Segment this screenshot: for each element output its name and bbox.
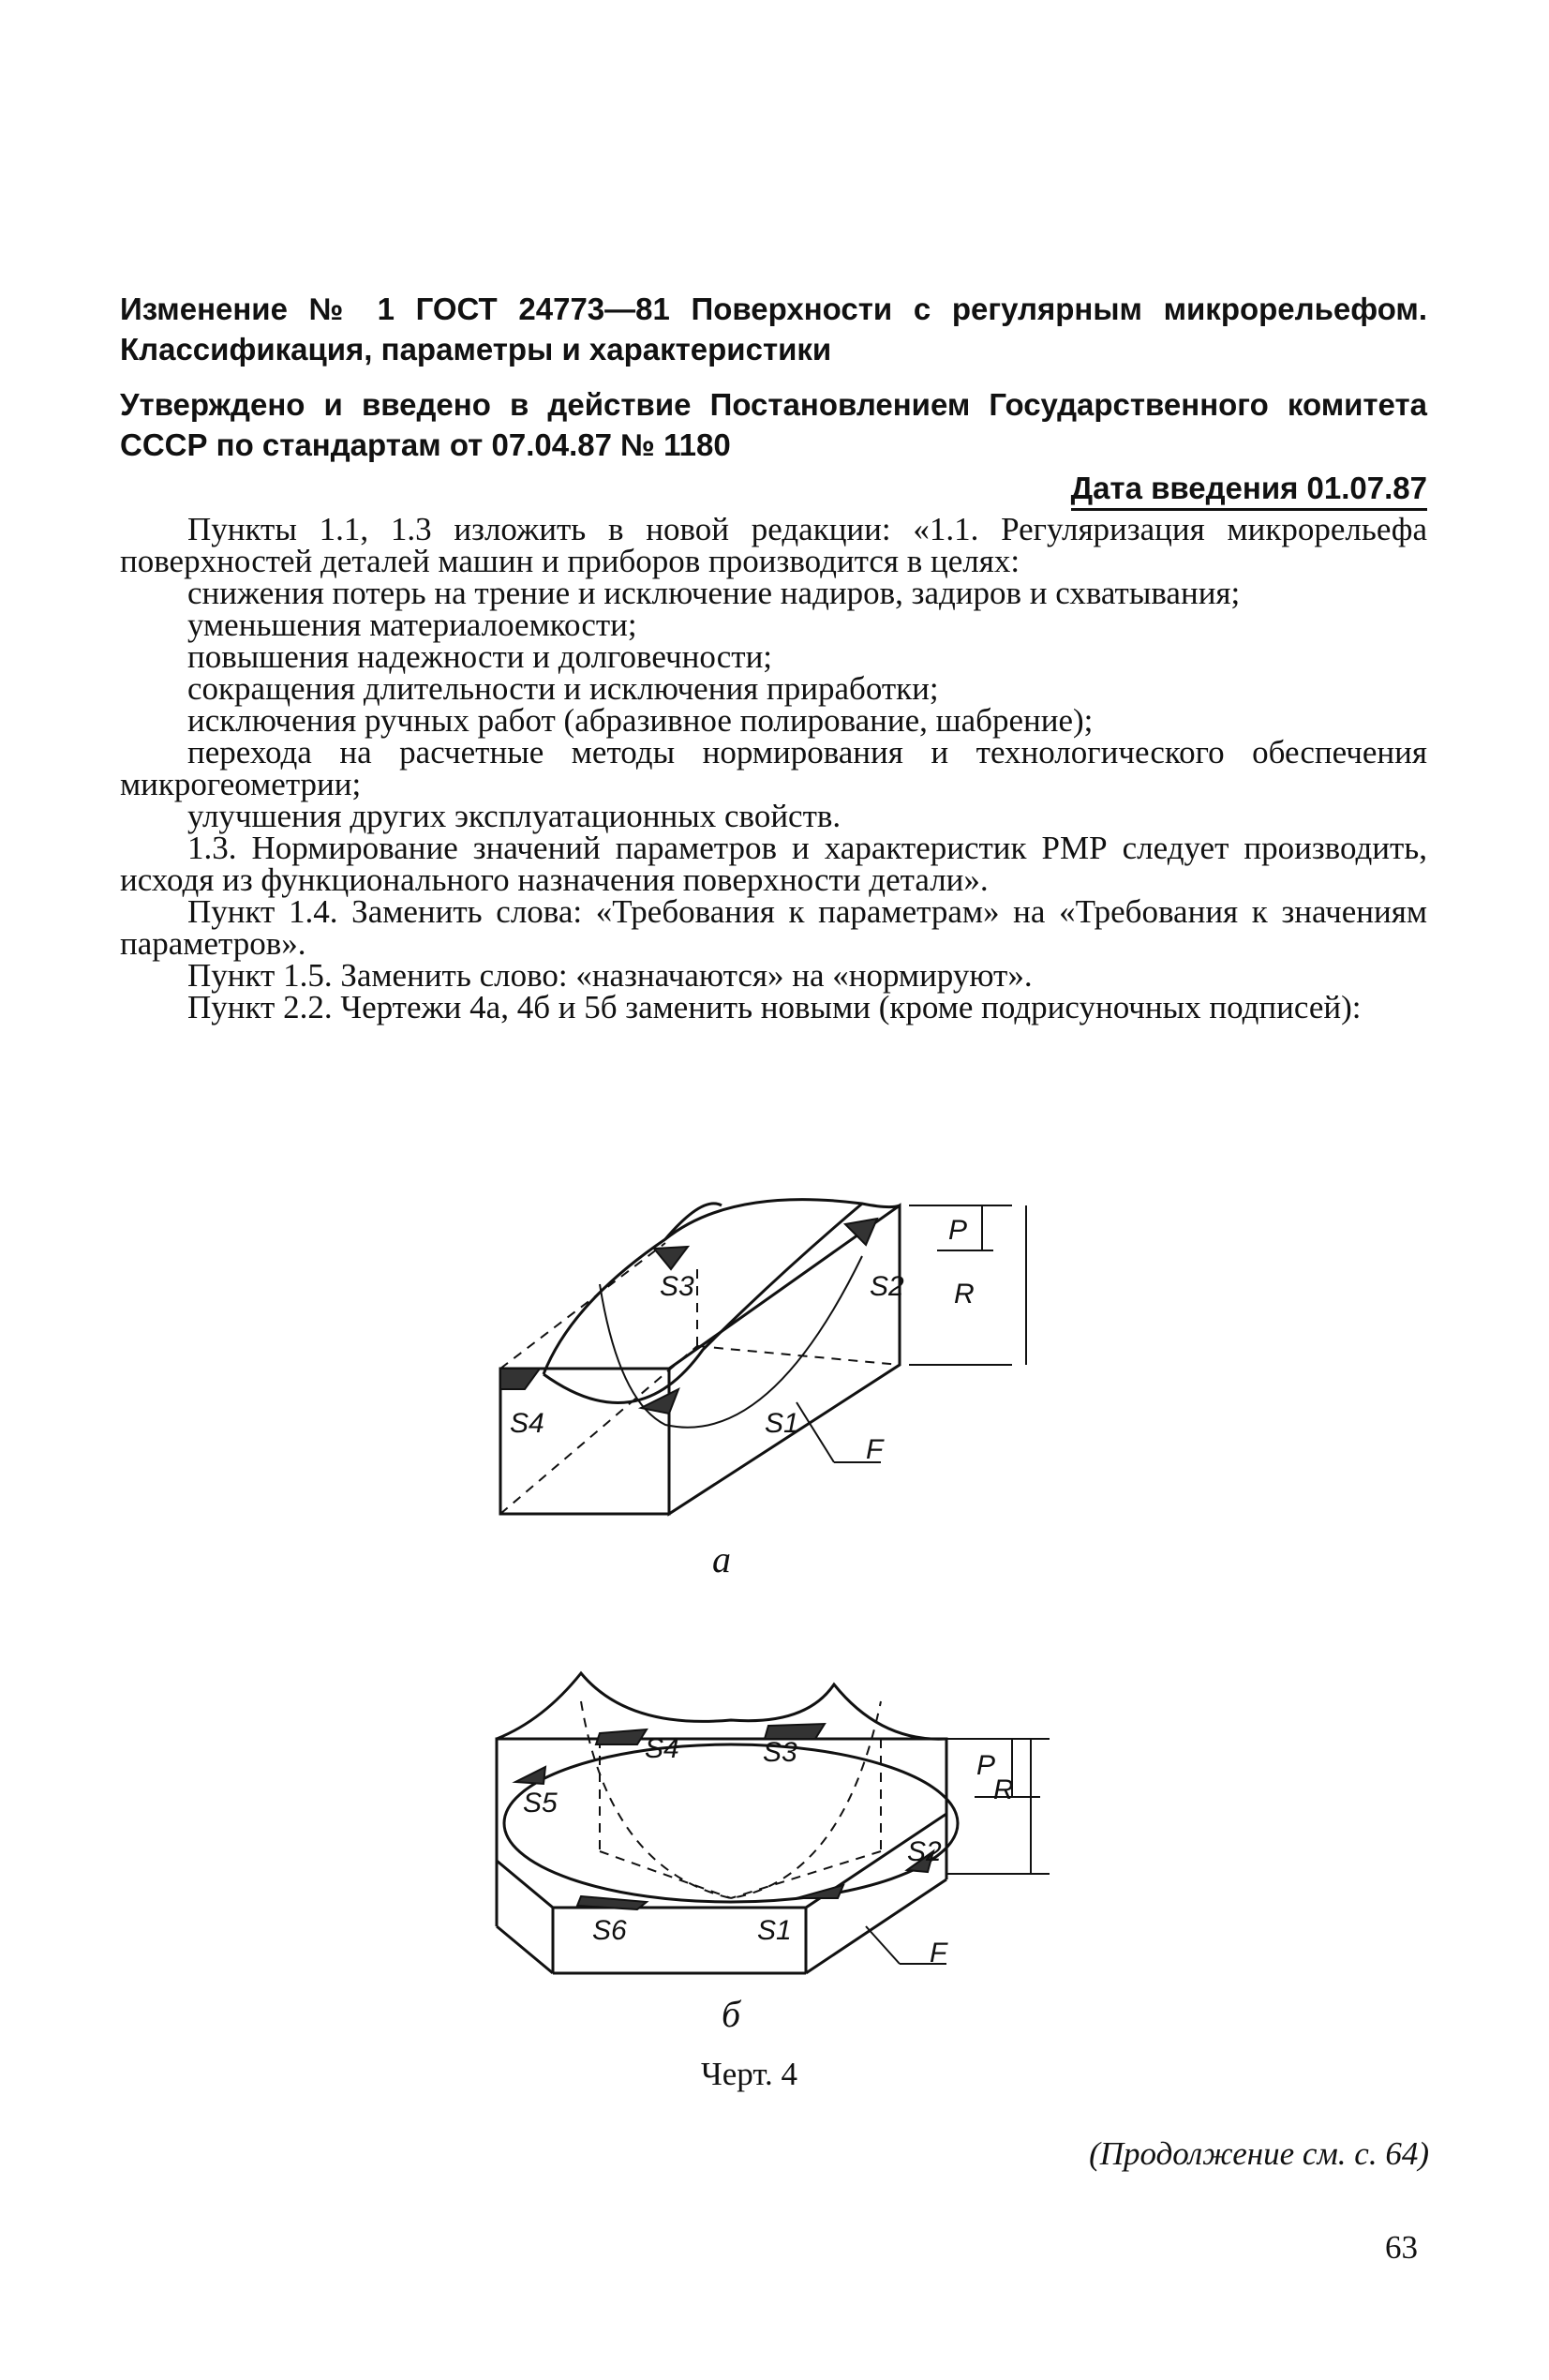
amendment-body — [120, 511, 1427, 1025]
list-item: уменьшения материалоемкости; — [187, 606, 637, 643]
label-f: F — [930, 1938, 947, 1968]
label-s3: S3 — [660, 1271, 694, 1302]
figure-a-label: а — [712, 1538, 731, 1580]
box-right-face — [669, 1205, 900, 1514]
label-s1: S1 — [765, 1408, 799, 1439]
list-item: исключения ручных работ (абразивное полирование, шабрение); — [187, 702, 1094, 739]
list-item: снижения потерь на трение и исключение надиров, задиров и схватывания; — [187, 575, 1241, 611]
box-front-face — [500, 1369, 669, 1514]
label-s2: S2 — [870, 1271, 904, 1302]
page-number: 63 — [1385, 2229, 1418, 2266]
label-f: F — [866, 1434, 884, 1465]
paragraph-1-4: Пункт 1.4. Заменить слова: «Требования к параметрам» на «Требования к значениям параметров». — [120, 893, 1427, 962]
continuation-note: (Продолжение см. с. 64) — [1089, 2135, 1429, 2172]
label-r: R — [954, 1279, 975, 1310]
label-s1: S1 — [757, 1915, 792, 1946]
list-item: перехода на расчетные методы нормирования и технологического обеспечения микрогеометрии; — [120, 734, 1427, 802]
label-s3: S3 — [763, 1737, 797, 1768]
list-item: повышения надежности и долговечности; — [187, 638, 773, 675]
label-s4: S4 — [510, 1408, 544, 1439]
figure-a-drawing — [487, 1190, 1068, 1565]
list-item: улучшения других эксплуатационных свойств. — [187, 798, 842, 834]
label-s4: S4 — [645, 1733, 679, 1764]
label-s5: S5 — [523, 1788, 558, 1819]
label-p: P — [976, 1750, 996, 1781]
document-header — [120, 289, 1427, 506]
paragraph-2-2: Пункт 2.2. Чертежи 4а, 4б и 5б заменить новыми (кроме подрисуночных подписей): — [187, 989, 1362, 1025]
label-s6: S6 — [592, 1915, 627, 1946]
figure-caption: Черт. 4 — [701, 2056, 797, 2092]
label-p: P — [948, 1215, 968, 1246]
label-s2: S2 — [907, 1836, 942, 1867]
approval-statement: Утверждено и введено в действие Постановлением Государственного комитета СССР по стандартам от 07.04.87 № 1180 — [120, 387, 1427, 462]
amendment-title: Изменение № 1 ГОСТ 24773—81 Поверхности с регулярным микрорельефом. Классификация, параметры и характеристики — [120, 292, 1427, 367]
effective-date: Дата введения 01.07.87 — [1071, 471, 1427, 511]
paragraph-1-3: 1.3. Нормирование значений параметров и характеристик РМР следует производить, исходя из функционального назначения поверхности детали». — [120, 830, 1427, 898]
list-item: сокращения длительности и исключения приработки; — [187, 670, 939, 707]
label-r: R — [993, 1774, 1014, 1805]
figure-b-drawing — [487, 1664, 1068, 2011]
paragraph-1-1: Пункты 1.1, 1.3 изложить в новой редакции: «1.1. Регуляризация микрорельефа поверхностей деталей машин и приборов производится в целях: — [120, 511, 1427, 579]
effective-date-block — [120, 471, 1427, 506]
figure-b-label: б — [722, 1993, 741, 2035]
paragraph-1-5: Пункт 1.5. Заменить слово: «назначаются» на «нормируют». — [187, 957, 1033, 994]
